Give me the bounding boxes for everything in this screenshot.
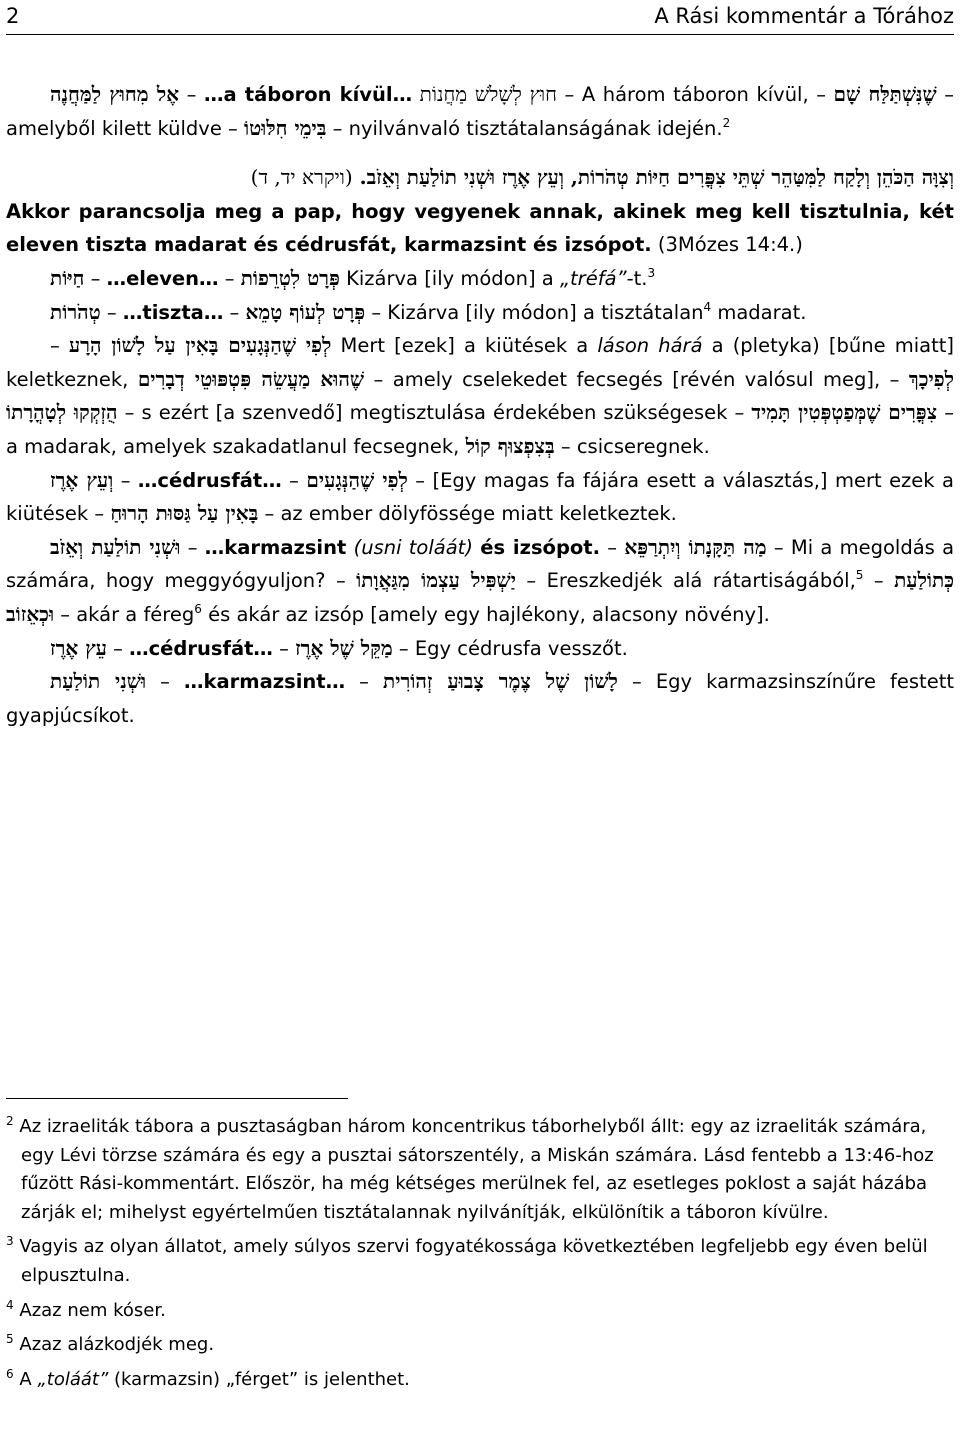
- footnote-3: $^3$ Vagyis az olyan állatot, amely súlyos szervi fogyatékossága következtében legfeljebb egy éven belül elpusztulna.: [6, 1234, 928, 1286]
- footnote-ref: 2: [722, 115, 731, 130]
- comment-entry-cedar-stick: עֵץ אֶרֶז – …cédrusfát… – מַקֵּל שֶׁל אֶרֶז – Egy cédrusfa vesszőt.: [50, 635, 628, 660]
- comment-entry-slander: – לְפִי שֶׁהַנְּגָעִים בָּאִין עַל לָשׁוֹן הָרָע Mert [ezek] a kiütések a láson hárá a (pletyka) [bűne miatt] keletkeznek, שֶׁהוּא מַעֲשֵׂה פִּטְפּוּטֵי דְבָרִים – amely cselekedet fecsegés [révén valósul meg], – לְפִיכָךְ הֻזְקְקוּ לְטָהֳרָתוֹ – s ezért [a szenvedő] megtisztulása érdekében szükségesek – צִפֳּרִים שֶׁמְּפַטְפְּטִין תָּמִיד – a madarak, amelyek szakadatlanul fecsegnek, בְּצִפְצוּף קוֹל – csicseregnek.: [6, 333, 955, 458]
- footnote-5: $^5$ Azaz alázkodjék meg.: [6, 1332, 215, 1356]
- footnote-6: $^6$ A „toláát” (karmazsin) „férget” is jelenthet.: [6, 1366, 410, 1390]
- comment-entry-outside-camp: אֶל מִחוּץ לַמַּחֲנֶה – …a táboron kívül… חוּץ לְשָׁלֹשׁ מַחֲנוֹת – A három táboron kívül, – שֶׁנִּשְׁתַּלַּח שָׁם – amelyből kilett küldve – בִּימֵי חִלּוּטוֹ – nyilvánvaló tisztátalanságának idején.$^2$: [6, 82, 955, 140]
- running-header: [6, 0, 954, 35]
- footnote-rule: [6, 1098, 348, 1099]
- comment-entry-living: חַיּוֹת – …eleven… – פְּרָט לִטְרֵפוֹת Kizárva [ily módon] a „tréfá”-t.$^3$: [50, 265, 656, 290]
- footnote-4: $^4$ Azaz nem kóser.: [6, 1297, 166, 1321]
- comment-entry-clean: טְהֹרוֹת – …tiszta… – פְּרָט לְעוֹף טָמֵא – Kizárva [ily módon] a tisztátalan$^4$ madarat.: [50, 299, 807, 324]
- comment-entry-scarlet-hyssop: וּשְׁנִי תוֹלַעַת וְאֵזֹב – …karmazsint (usni toláát) és izsópot. – מַה תַּקָּנָתוֹ וְיִתְרַפֵּא – Mi a megoldás a számára, hogy meggyógyuljon? – יַשְׁפִּיל עַצְמוֹ מִגַּאֲוָתוֹ – Ereszkedjék alá rátartiságából,$^5$ – כְּתוֹלַעַת וּכְאֵזוֹב – akár a féreg$^6$ és akár az izsóp [amely egy hajlékony, alacsony növény].: [6, 534, 955, 626]
- footnote-2: $^2$ Az izraeliták tábora a pusztaságban három koncentrikus táborhelyből állt: egy az izraeliták számára, egy Lévi törzse számára és egy a pusztai sátorszentély, a Miskán számára. Lásd fentebb a 13:46-hoz fűzött Rási-kommentárt. Először, ha még kétséges merülnek fel, az esetleges poklost a saját házába zárják el; mihelyst egyértelműen tisztátalannak nyilvánítják, elkülönítik a táboron kívülre.: [6, 1114, 934, 1223]
- comment-entry-cedar: וְעֵץ אֶרֶז – …cédrusfát… – לְפִי שֶׁהַנְּגָעִים – [Egy magas fa fájára esett a választás,] mert ezek a kiütések – בָּאִין עַל גַּסּוּת הָרוּחַ – az ember dölyfössége miatt keletkeztek.: [6, 467, 954, 526]
- footnotes: [6, 1113, 954, 1400]
- comment-entry-scarlet-strip: וּשְׁנִי תוֹלַעַת – …karmazsint… – לָשׁוֹן שֶׁל צֶמֶר צָבוּעַ זְהוֹרִית – Egy karmazsinszínűre festett gyapjúcsíkot.: [6, 669, 954, 727]
- footnote-ref: 4: [703, 299, 712, 314]
- footnote-ref: 6: [194, 601, 202, 616]
- footnote-ref: 3: [647, 265, 656, 280]
- page-number: 2: [6, 4, 20, 28]
- verse-hebrew: וְצִוָּה הַכֹּהֵן וְלָקַח לַמִּטַּהֵר שְׁתֵּי צִפֳּרִים חַיּוֹת טְהֹרוֹת, וְעֵץ אֶרֶז וּשְׁנִי תוֹלַעַת וְאֵזֹב. (ויקרא יד, ד): [250, 165, 954, 190]
- running-title: A Rási kommentár a Tórához: [654, 4, 954, 28]
- verse-translation: Akkor parancsolja meg a pap, hogy vegyenek annak, akinek meg kell tisztulnia, két eleven tiszta madarat és cédrusfát, karmazsint és izsópot. (3Mózes 14:4.): [6, 199, 954, 257]
- commentary-body: [6, 78, 954, 732]
- footnote-ref: 5: [855, 568, 864, 583]
